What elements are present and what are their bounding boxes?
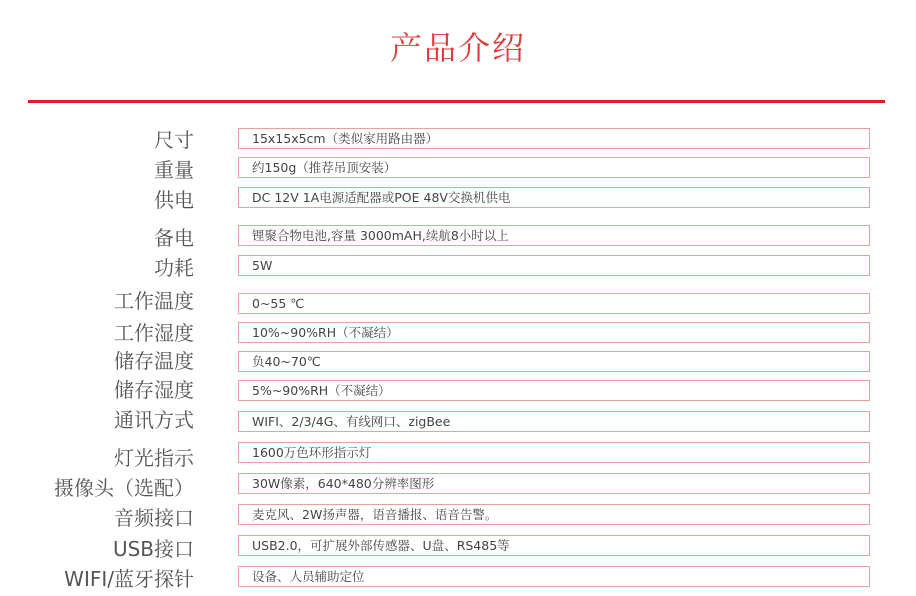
spec-value: DC 12V 1A电源适配器或POE 48V交换机供电: [238, 187, 870, 208]
spec-label: 备电: [154, 226, 194, 250]
spec-value: 5W: [238, 255, 870, 276]
spec-value: 1600万色环形指示灯: [238, 442, 870, 463]
spec-value: 负40~70℃: [238, 351, 870, 372]
spec-label: 储存湿度: [114, 378, 194, 402]
spec-label: 摄像头（选配）: [54, 476, 194, 500]
spec-value: 麦克风、2W扬声器，语音播报、语音告警。: [238, 504, 870, 525]
spec-value: 15x15x5cm（类似家用路由器）: [238, 128, 870, 149]
spec-value: 锂聚合物电池,容量 3000mAH,续航8小时以上: [238, 225, 870, 246]
spec-label: 音频接口: [114, 506, 194, 530]
spec-label: USB接口: [112, 537, 194, 561]
spec-value: USB2.0，可扩展外部传感器、U盘、RS485等: [238, 535, 870, 556]
spec-label: 功耗: [154, 256, 194, 280]
spec-label: 灯光指示: [114, 446, 194, 470]
spec-value: 设备、人员辅助定位: [238, 566, 870, 587]
spec-value: WIFI、2/3/4G、有线网口、zigBee: [238, 411, 870, 432]
spec-label: 供电: [154, 188, 194, 212]
spec-label: 工作湿度: [114, 321, 194, 345]
spec-value: 5%~90%RH（不凝结）: [238, 380, 870, 401]
spec-label: 通讯方式: [114, 408, 194, 432]
spec-label: 储存温度: [114, 349, 194, 373]
spec-value: 0~55 ℃: [238, 293, 870, 314]
spec-label: 尺寸: [154, 128, 194, 152]
spec-value: 约150g（推荐吊顶安装）: [238, 157, 870, 178]
spec-label: WIFI/蓝牙探针: [64, 567, 194, 591]
spec-value: 10%~90%RH（不凝结）: [238, 322, 870, 343]
spec-value: 30W像素，640*480分辨率图形: [238, 473, 870, 494]
title-divider: [28, 100, 885, 103]
spec-label: 工作温度: [114, 289, 194, 313]
page-title: 产品介绍: [389, 29, 526, 67]
spec-label: 重量: [154, 158, 194, 182]
